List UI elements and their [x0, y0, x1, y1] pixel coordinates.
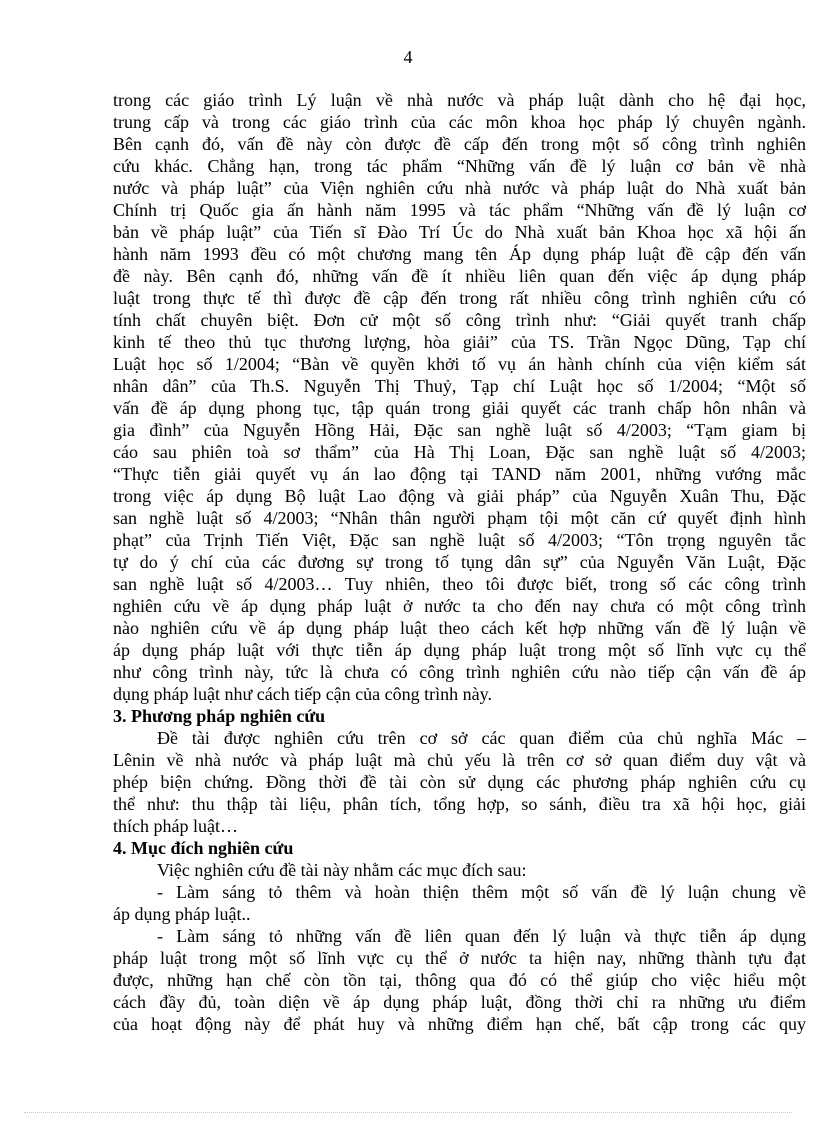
text-line: hành năm 1993 đều có một chương mang tên Áp dụng pháp luật đề cập đến vấn [113, 244, 806, 264]
text-line: - Làm sáng tỏ những vấn đề liên quan đến lý luận và thực tiễn áp dụng [157, 926, 806, 946]
text-line: gia đình” của Nguyễn Hồng Hải, Đặc san nghề luật số 4/2003; “Tạm giam bị [113, 420, 806, 440]
text-line: nhân dân” của Th.S. Nguyễn Thị Thuỷ, Tạp chí Luật học số 1/2004; “Một số [113, 376, 806, 396]
text-line: thích pháp luật… [113, 816, 238, 836]
section-heading: 3. Phương pháp nghiên cứu [113, 706, 326, 726]
text-line: nghiên cứu về áp dụng pháp luật ở nước ta cho đến nay chưa có một công trình [113, 596, 806, 616]
text-line: kinh tế theo thủ tục thương lượng, hòa giải” của TS. Trần Ngọc Dũng, Tạp chí [113, 332, 806, 352]
text-line: san nghề luật số 4/2003… Tuy nhiên, theo tôi được biết, trong số các công trình [113, 574, 806, 594]
text-line: của hoạt động này để phát huy và những điểm hạn chế, bất cập trong các quy [113, 1014, 806, 1034]
text-line: cáo sau phiên toà sơ thẩm” của Hà Thị Loan, Đặc san nghề luật số 4/2003; [113, 442, 806, 462]
text-line: san nghề luật số 4/2003; “Nhân thân người phạm tội một căn cứ quyết định hình [113, 508, 806, 528]
text-line: cách đầy đủ, toàn diện về áp dụng pháp luật, đồng thời chỉ ra những ưu điểm [113, 992, 806, 1012]
text-line: đề này. Bên cạnh đó, những vấn đề ít nhiều liên quan đến việc áp dụng pháp [113, 266, 806, 286]
text-line: trong việc áp dụng Bộ luật Lao động và giải pháp” của Nguyễn Xuân Thu, Đặc [113, 486, 806, 506]
text-line: trong các giáo trình Lý luận về nhà nước và pháp luật dành cho hệ đại học, [113, 90, 806, 110]
text-line: Lênin về nhà nước và pháp luật mà chủ yếu là trên cơ sở quan điểm duy vật và [113, 750, 806, 770]
text-line: vấn đề áp dụng phong tục, tập quán trong giải quyết các tranh chấp hôn nhân và [113, 398, 806, 418]
text-block [113, 89, 806, 1035]
page-number: 4 [403, 47, 413, 67]
text-line: được, những hạn chế còn tồn tại, thông qua đó có thể giúp cho việc hiểu một [113, 970, 806, 990]
text-line: như công trình này, tức là chưa có công trình nghiên cứu nào tiếp cận vấn đề áp [113, 662, 806, 682]
text-line: cứu khác. Chẳng hạn, trong tác phẩm “Những vấn đề lý luận cơ bản về nhà [113, 156, 806, 176]
text-line: tự do ý chí của các đương sự trong tố tụng dân sự” của Nguyễn Văn Luật, Đặc [113, 552, 806, 572]
text-line: Luật học số 1/2004; “Bàn về quyền khởi tố vụ án hành chính của viện kiểm sát [113, 354, 806, 374]
text-line: pháp luật trong một số lĩnh vực cụ thể ở nước ta hiện nay, những thành tựu đạt [113, 948, 806, 968]
footer-dotted-rule [24, 1112, 792, 1113]
text-line: Bên cạnh đó, vấn đề này còn được đề cấp đến trong một số công trình nghiên [113, 134, 806, 154]
text-line: trung cấp và trong các giáo trình của các môn khoa học pháp lý chuyên ngành. [113, 112, 806, 132]
text-line: Đề tài được nghiên cứu trên cơ sở các quan điểm của chủ nghĩa Mác – [157, 728, 806, 748]
text-line: nước và pháp luật” của Viện nghiên cứu nhà nước và pháp luật do Nhà xuất bản [113, 178, 806, 198]
text-line: “Thực tiễn giải quyết vụ án lao động tại TAND năm 2001, những vướng mắc [113, 464, 806, 484]
section-heading: 4. Mục đích nghiên cứu [113, 838, 294, 858]
text-line: Việc nghiên cứu đề tài này nhằm các mục đích sau: [157, 860, 527, 880]
text-line: phạt” của Trịnh Tiến Việt, Đặc san nghề luật số 4/2003; “Tôn trọng nguyên tắc [113, 530, 806, 550]
text-line: áp dụng pháp luật.. [113, 904, 251, 924]
text-line: - Làm sáng tỏ thêm và hoàn thiện thêm một số vấn đề lý luận chung về [157, 882, 806, 902]
text-line: áp dụng pháp luật với thực tiễn áp dụng pháp luật trong một số lĩnh vực cụ thể [113, 640, 806, 660]
text-line: luật trong thực tế thì được đề cập đến trong rất nhiều công trình nghiên cứu có [113, 288, 806, 308]
text-line: dụng pháp luật như cách tiếp cận của công trình này. [113, 684, 492, 704]
text-line: Chính trị Quốc gia ấn hành năm 1995 và tác phẩm “Những vấn đề lý luận cơ [113, 200, 806, 220]
text-line: thể như: thu thập tài liệu, phân tích, tổng hợp, so sánh, điều tra xã hội học, giải [113, 794, 806, 814]
text-line: bản về pháp luật” của Tiến sĩ Đào Trí Úc do Nhà xuất bản Khoa học xã hội ấn [113, 222, 806, 242]
text-line: tính chất chuyên biệt. Đơn cử một số công trình như: “Giải quyết tranh chấp [113, 310, 806, 330]
text-line: nào nghiên cứu về áp dụng pháp luật theo cách kết hợp những vấn đề lý luận về [113, 618, 806, 638]
text-line: phép biện chứng. Đồng thời đề tài còn sử dụng các phương pháp nghiên cứu cụ [113, 772, 806, 792]
